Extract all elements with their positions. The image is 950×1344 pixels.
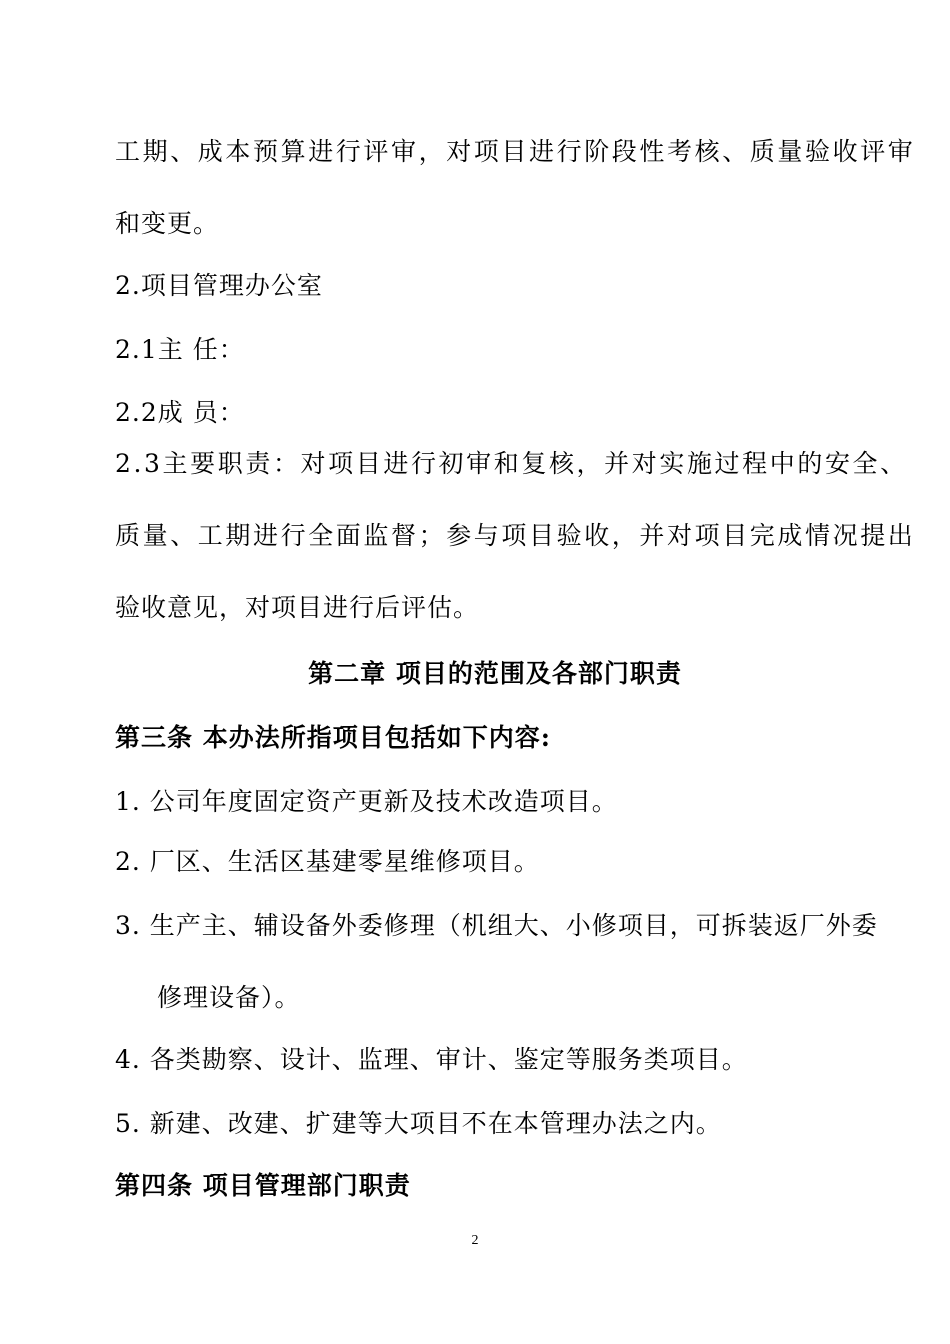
list-item: 3. 生产主、辅设备外委修理（机组大、小修项目，可拆装返厂外委 <box>115 911 878 940</box>
list-item: 1. 公司年度固定资产更新及技术改造项目。 <box>115 787 618 816</box>
list-item: 4. 各类勘察、设计、监理、审计、鉴定等服务类项目。 <box>115 1045 748 1074</box>
list-item: 5. 新建、改建、扩建等大项目不在本管理办法之内。 <box>115 1109 722 1138</box>
paragraph-line: 工期、成本预算进行评审，对项目进行阶段性考核、质量验收评审 <box>115 137 916 166</box>
article-4-heading: 第四条 项目管理部门职责 <box>115 1171 411 1200</box>
chapter-heading: 第二章 项目的范围及各部门职责 <box>308 659 682 688</box>
page-number: 2 <box>471 1233 479 1248</box>
members-line: 2.2成 员： <box>115 398 245 427</box>
list-item-continuation: 修理设备）。 <box>157 983 301 1012</box>
paragraph-line: 和变更。 <box>115 209 220 238</box>
paragraph-line: 质量、工期进行全面监督；参与项目验收，并对项目完成情况提出 <box>115 521 916 550</box>
list-item: 2. 厂区、生活区基建零星维修项目。 <box>115 847 540 876</box>
section-heading-project-office: 2.项目管理办公室 <box>115 271 323 300</box>
article-3-heading: 第三条 本办法所指项目包括如下内容: <box>115 723 551 752</box>
paragraph-line: 验收意见，对项目进行后评估。 <box>115 593 480 622</box>
director-line: 2.1主 任： <box>115 335 245 364</box>
duties-line: 2.3主要职责：对项目进行初审和复核，并对实施过程中的安全、 <box>115 449 908 478</box>
